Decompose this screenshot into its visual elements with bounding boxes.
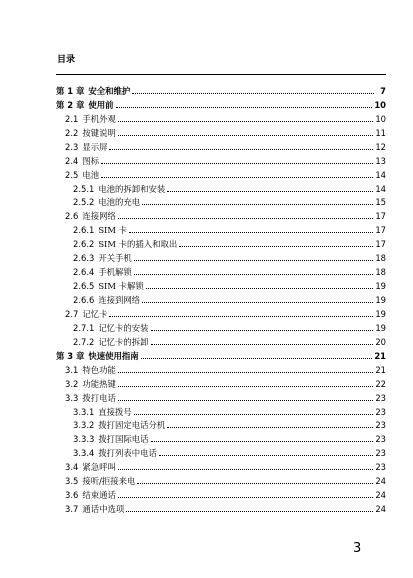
toc-entry[interactable] (56, 375, 386, 389)
toc-entry[interactable] (56, 500, 386, 514)
toc-entry-number: 第 1 章 (56, 85, 85, 96)
dot-leader (137, 483, 373, 484)
toc-entry-page: 24 (375, 504, 386, 515)
toc-entry[interactable] (56, 235, 386, 249)
toc-entry[interactable] (56, 305, 386, 319)
toc-entry-page: 14 (375, 183, 386, 194)
toc-entry-number: 3.7 (65, 504, 79, 515)
dot-leader (179, 246, 373, 247)
dot-leader (141, 358, 373, 359)
toc-entry[interactable] (56, 472, 386, 486)
dot-leader (118, 121, 374, 122)
toc-entry-number: 3.1 (65, 364, 79, 375)
toc-entry-number: 2.5.2 (73, 197, 95, 208)
toc-entry-number: 3.3.3 (73, 434, 95, 445)
toc-chapter-entry[interactable] (56, 96, 386, 110)
toc-entry[interactable] (56, 249, 386, 263)
toc-entry-page: 7 (380, 85, 386, 96)
toc-entry-page: 17 (375, 239, 386, 250)
dot-leader (132, 93, 374, 94)
toc-entry-title: 电池 (82, 169, 100, 180)
toc-entry-number: 2.6.4 (73, 267, 95, 278)
dot-leader (109, 149, 373, 150)
dot-leader (142, 302, 373, 303)
toc-entry-page: 19 (375, 308, 386, 319)
toc-entry-title: 图标 (82, 155, 100, 166)
toc-entry-title: 显示屏 (82, 141, 108, 152)
toc-entry-title: 按键说明 (82, 127, 116, 138)
toc-entry-number: 第 2 章 (56, 99, 85, 110)
dot-leader (126, 511, 373, 512)
table-of-contents (56, 82, 386, 514)
dot-leader (118, 135, 374, 136)
toc-entry[interactable] (56, 444, 386, 458)
toc-entry-page: 22 (375, 378, 386, 389)
toc-entry-number: 3.3.1 (73, 406, 95, 417)
toc-entry-page: 13 (375, 155, 386, 166)
toc-entry-title: 电池的拆卸和安装 (98, 183, 166, 194)
toc-entry-page: 18 (375, 253, 386, 264)
toc-entry-title: 手机外观 (82, 113, 116, 124)
toc-entry[interactable] (56, 389, 386, 403)
toc-heading: 目录 (57, 55, 76, 65)
dot-leader (118, 400, 374, 401)
toc-entry-number: 3.4 (65, 462, 79, 473)
page-number: 3 (353, 541, 362, 556)
toc-entry-page: 21 (375, 364, 386, 375)
toc-entry-title: 连接到网络 (98, 295, 141, 305)
toc-entry-title: 使用前 (88, 99, 114, 110)
toc-entry-page: 17 (375, 211, 386, 222)
toc-entry-page: 12 (375, 141, 386, 152)
toc-entry[interactable] (56, 110, 386, 124)
toc-entry-title: 功能热键 (82, 378, 116, 389)
toc-entry-number: 2.5.1 (73, 183, 95, 194)
toc-entry-number: 3.6 (65, 490, 79, 501)
toc-entry[interactable] (56, 277, 386, 291)
toc-chapter-entry[interactable] (56, 347, 386, 361)
toc-entry-title: 记忆卡的拆卸 (98, 336, 149, 347)
toc-entry-number: 2.7.2 (73, 336, 95, 347)
dot-leader (109, 316, 373, 317)
toc-entry[interactable] (56, 291, 386, 305)
toc-entry-title: SIM 卡的插入和取出 (98, 239, 178, 250)
toc-entry-title: 直接拨号 (98, 406, 132, 417)
toc-entry-number: 2.1 (65, 113, 79, 124)
toc-entry-page: 24 (375, 490, 386, 501)
toc-entry[interactable] (56, 403, 386, 417)
toc-entry-title: 拨打国际电话 (98, 434, 149, 445)
toc-entry-title: SIM 卡 (98, 225, 127, 236)
toc-entry-title: 安全和维护 (88, 85, 131, 96)
toc-entry[interactable] (56, 333, 386, 347)
toc-entry-title: 拨打列表中电话 (98, 448, 157, 459)
toc-entry-page: 14 (375, 169, 386, 180)
toc-entry-title: 电池的充电 (98, 197, 141, 208)
dot-leader (101, 163, 373, 164)
toc-entry-title: 拨打固定电话分机 (98, 420, 166, 431)
toc-entry-number: 第 3 章 (56, 350, 85, 361)
dot-leader (167, 427, 373, 428)
toc-entry-title: 拨打电话 (82, 392, 116, 403)
toc-entry-number: 2.2 (65, 127, 79, 138)
toc-entry-page: 15 (375, 197, 386, 208)
toc-entry-title: 开关手机 (98, 253, 132, 264)
toc-entry-title: 紧急呼叫 (82, 462, 116, 473)
toc-entry-number: 2.6 (65, 211, 79, 222)
toc-entry-page: 10 (375, 113, 386, 124)
toc-entry[interactable] (56, 180, 386, 194)
dot-leader (146, 288, 374, 289)
dot-leader (116, 107, 373, 108)
toc-entry-page: 24 (375, 476, 386, 487)
toc-entry-page: 19 (375, 281, 386, 292)
toc-entry-number: 3.3 (65, 392, 79, 403)
dot-leader (118, 386, 374, 387)
dot-leader (134, 414, 374, 415)
heading-rule (56, 74, 386, 75)
dot-leader (129, 232, 373, 233)
toc-entry-page: 11 (375, 127, 386, 138)
toc-entry-page: 18 (375, 267, 386, 278)
toc-entry-number: 2.6.3 (73, 253, 95, 264)
toc-entry-number: 2.6.2 (73, 239, 95, 250)
toc-entry-number: 3.2 (65, 378, 79, 389)
toc-entry[interactable] (56, 221, 386, 235)
toc-entry-title: 连接网络 (82, 211, 116, 222)
toc-entry-number: 2.6.5 (73, 281, 95, 292)
toc-entry-title: 通话中选项 (82, 504, 125, 515)
toc-entry-page: 19 (375, 295, 386, 305)
dot-leader (134, 260, 374, 261)
toc-entry-page: 23 (375, 392, 386, 403)
toc-entry-number: 3.5 (65, 476, 79, 487)
toc-entry[interactable] (56, 124, 386, 138)
toc-entry[interactable] (56, 430, 386, 444)
toc-entry[interactable] (56, 486, 386, 500)
dot-leader (159, 455, 373, 456)
toc-entry-title: 特色功能 (82, 364, 116, 375)
toc-entry-number: 2.3 (65, 141, 79, 152)
toc-entry-page: 23 (375, 448, 386, 459)
dot-leader (118, 497, 374, 498)
toc-entry[interactable] (56, 417, 386, 431)
toc-entry-page: 19 (375, 322, 386, 333)
toc-entry-number: 2.5 (65, 169, 79, 180)
toc-entry-page: 17 (375, 225, 386, 236)
toc-entry[interactable] (56, 194, 386, 208)
toc-entry-title: 记忆卡的安装 (98, 322, 149, 333)
toc-entry-title: SIM 卡解锁 (98, 281, 144, 292)
toc-entry-title: 手机解锁 (98, 267, 132, 278)
toc-entry-number: 2.6.1 (73, 225, 95, 236)
dot-leader (167, 191, 373, 192)
toc-entry-title: 结束通话 (82, 490, 116, 501)
toc-entry-number: 2.4 (65, 155, 79, 166)
toc-entry-page: 23 (375, 434, 386, 445)
toc-entry-title: 接听/拒接来电 (82, 476, 136, 487)
toc-entry-page: 10 (374, 99, 386, 110)
toc-entry-number: 2.7 (65, 308, 79, 319)
toc-entry-number: 2.7.1 (73, 322, 95, 333)
toc-entry[interactable] (56, 138, 386, 152)
dot-leader (151, 344, 374, 345)
dot-leader (118, 469, 374, 470)
dot-leader (118, 218, 374, 219)
dot-leader (142, 204, 373, 205)
toc-entry[interactable] (56, 207, 386, 221)
toc-entry-page: 23 (375, 406, 386, 417)
toc-entry[interactable] (56, 361, 386, 375)
toc-entry[interactable] (56, 152, 386, 166)
toc-entry[interactable] (56, 458, 386, 472)
toc-entry-page: 21 (374, 350, 386, 361)
toc-entry-title: 记忆卡 (82, 308, 108, 319)
toc-entry-page: 23 (375, 462, 386, 473)
toc-entry-page: 23 (375, 420, 386, 431)
toc-entry-title: 快速使用指南 (88, 350, 139, 361)
toc-entry-number: 2.6.6 (73, 295, 95, 305)
toc-chapter-entry[interactable] (56, 82, 386, 96)
toc-entry[interactable] (56, 319, 386, 333)
dot-leader (101, 177, 373, 178)
dot-leader (134, 274, 374, 275)
toc-entry-number: 3.3.4 (73, 448, 95, 459)
toc-entry-number: 3.3.2 (73, 420, 95, 431)
dot-leader (151, 330, 374, 331)
toc-entry[interactable] (56, 166, 386, 180)
toc-entry[interactable] (56, 263, 386, 277)
dot-leader (118, 372, 374, 373)
toc-entry-page: 20 (375, 336, 386, 347)
dot-leader (151, 441, 374, 442)
